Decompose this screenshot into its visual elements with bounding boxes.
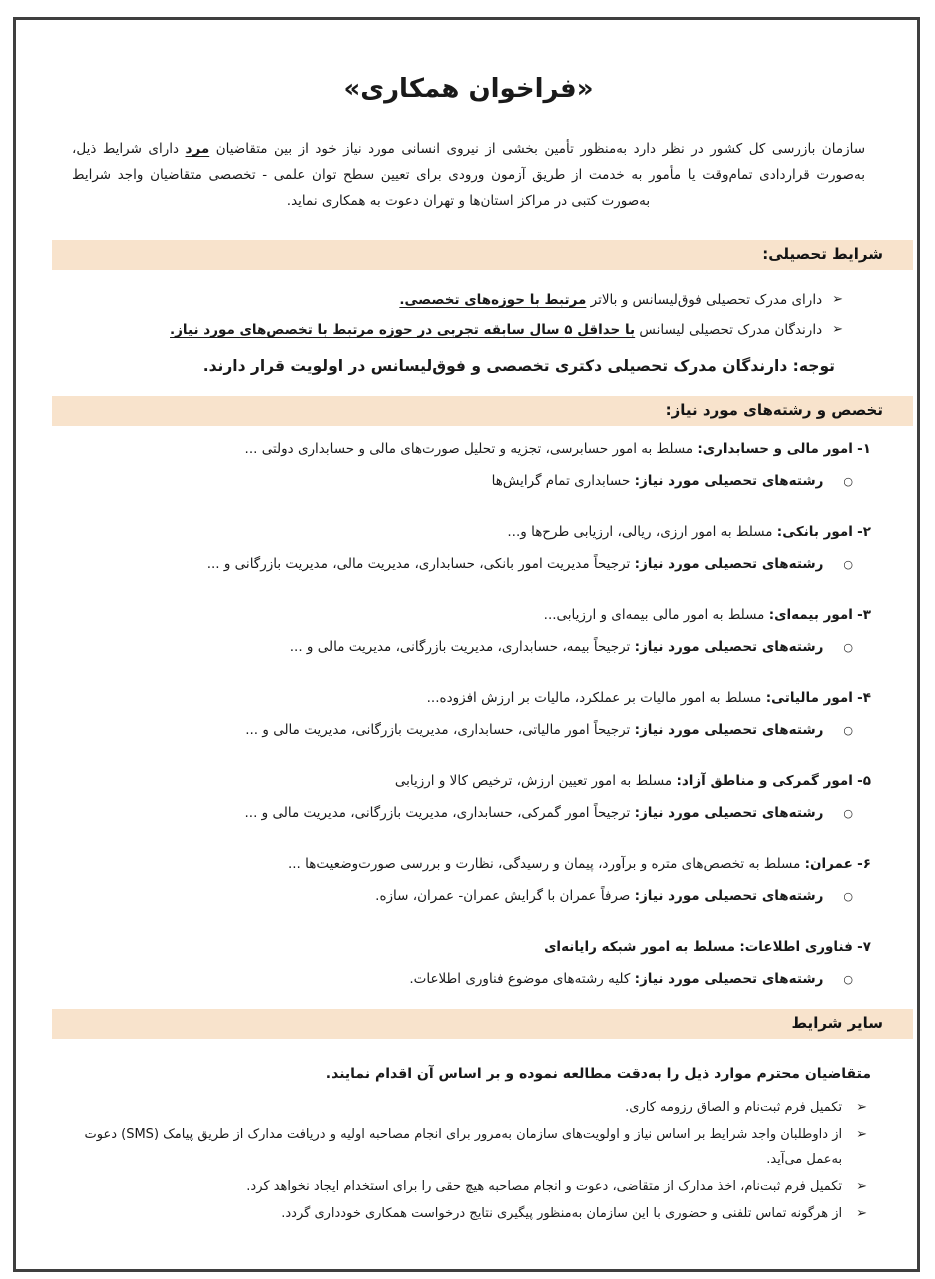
fields-value: صرفاً عمران با گرایش عمران- عمران، سازه.: [375, 888, 631, 904]
section-header-other: [52, 1009, 913, 1039]
fields-label: رشته‌های تحصیلی مورد نیاز:: [634, 805, 824, 821]
specialty-item: [66, 768, 871, 827]
other-conditions-list: [66, 1095, 871, 1226]
section-header-specialties: [52, 396, 913, 426]
item-title: امور بیمه‌ای:: [768, 607, 853, 623]
fields-label: رشته‌های تحصیلی مورد نیاز:: [634, 971, 824, 987]
document-content: [16, 74, 917, 1226]
intro-paragraph: [72, 136, 865, 214]
specialty-item: [66, 602, 871, 661]
item-description: مسلط به تخصص‌های متره و برآورد، پیمان و رسیدگی، نظارت و بررسی صورت‌وضعیت‌ها ...: [287, 856, 801, 872]
section-header-text: شرایط تحصیلی:: [762, 245, 883, 263]
section-header-text: تخصص و رشته‌های مورد نیاز:: [665, 401, 883, 419]
specialty-heading: [66, 436, 871, 463]
specialty-heading: [66, 851, 871, 878]
arrow-bullet-icon: ➢: [856, 1100, 867, 1115]
circle-bullet-icon: ○: [843, 807, 853, 820]
intro-text-end: دارای شرایط ذیل، به‌صورت قراردادی تمام‌وقت یا مأمور به خدمت از طریق آزمون ورودی برای تعیین سطح توان علمی - تخصصی متقاضیان واجد شرایط به‌صورت کتبی در مراکز استان‌ها و تهران دعوت به همکاری نماید.: [72, 141, 865, 209]
fields-text: [245, 717, 823, 744]
specialty-item: [66, 851, 871, 910]
arrow-bullet-icon: ➢: [856, 1179, 867, 1194]
fields-value: حسابداری تمام گرایش‌ها: [491, 473, 631, 489]
specialty-fields: [66, 717, 853, 744]
fields-label: رشته‌های تحصیلی مورد نیاز:: [634, 556, 824, 572]
fields-label: رشته‌های تحصیلی مورد نیاز:: [634, 722, 824, 738]
specialty-heading: [66, 768, 871, 795]
intro-emphasis: مرد: [185, 141, 210, 157]
item-title: امور بانکی:: [776, 524, 853, 540]
bullet-text-emphasized: مرتبط با حوزه‌های تخصصی.: [399, 292, 587, 308]
list-item: [66, 1095, 867, 1120]
other-conditions-intro: متقاضیان محترم موارد ذیل را به‌دقت مطالعه نموده و بر اساس آن اقدام نمایند.: [325, 1066, 871, 1082]
section-header-education: [52, 240, 913, 270]
circle-bullet-icon: ○: [843, 890, 853, 903]
item-description: مسلط به امور حسابرسی، تجزیه و تحلیل صورت‌های مالی و حسابداری دولتی ...: [244, 441, 694, 457]
arrow-bullet-icon: ➢: [856, 1206, 867, 1221]
bullet-text: [399, 285, 822, 315]
specialty-fields: [66, 551, 853, 578]
fields-label: رشته‌های تحصیلی مورد نیاز:: [634, 639, 824, 655]
bullet-text: از داوطلبان واجد شرایط بر اساس نیاز و اولویت‌های سازمان به‌مرور برای انجام مصاحبه اولیه و دریافت مدارک از طریق پیامک (SMS) دعوت به‌عمل می‌آید.: [84, 1127, 843, 1167]
fields-label: رشته‌های تحصیلی مورد نیاز:: [634, 888, 824, 904]
fields-text: [409, 966, 823, 993]
list-item: [66, 1201, 867, 1226]
specialty-fields: [66, 468, 853, 495]
fields-text: [375, 883, 823, 910]
item-description: مسلط به امور تعیین ارزش، ترخیص کالا و ارزیابی: [394, 773, 673, 789]
item-title: امور گمرکی و مناطق آزاد:: [676, 773, 853, 789]
item-description: مسلط به امور شبکه رایانه‌ای: [544, 939, 736, 955]
specialty-fields: [66, 883, 853, 910]
specialty-fields: [66, 634, 853, 661]
item-number: ۳-: [857, 607, 871, 623]
education-note: توجه: دارندگان مدرک تحصیلی دکتری تخصصی و فوق‌لیسانس در اولویت قرار دارند.: [202, 357, 835, 375]
fields-text: [245, 800, 824, 827]
item-description: مسلط به امور ارزی، ریالی، ارزیابی طرح‌ها و...: [507, 524, 773, 540]
specialty-item: [66, 519, 871, 578]
fields-value: کلیه رشته‌های موضوع فناوری اطلاعات.: [409, 971, 631, 987]
section-header-text: سایر شرایط: [791, 1014, 883, 1032]
arrow-bullet-icon: ➢: [832, 322, 843, 337]
bullet-text: تکمیل فرم ثبت‌نام، اخذ مدارک از متقاضی، دعوت و انجام مصاحبه هیچ حقی را برای استخدام ایجاد نخواهد کرد.: [246, 1179, 843, 1194]
fields-value: ترجیحاً امور مالیاتی، حسابداری، مدیریت بازرگانی، مدیریت مالی و ...: [245, 722, 631, 738]
bullet-text-normal: دارندگان مدرک تحصیلی لیسانس: [635, 322, 823, 338]
bullet-text: [170, 315, 822, 345]
circle-bullet-icon: ○: [843, 475, 853, 488]
item-title: امور مالی و حسابداری:: [697, 441, 853, 457]
list-item: [66, 1174, 867, 1199]
circle-bullet-icon: ○: [843, 641, 853, 654]
fields-value: ترجیحاً بیمه، حسابداری، مدیریت بازرگانی، مدیریت مالی و ...: [289, 639, 631, 655]
item-title: عمران:: [804, 856, 853, 872]
specialty-heading: [66, 934, 871, 961]
fields-text: [492, 468, 824, 495]
education-requirements-list: [66, 285, 871, 345]
specialty-fields: [66, 800, 853, 827]
item-number: ۱-: [857, 441, 871, 457]
intro-text-start: سازمان بازرسی کل کشور در نظر دارد به‌منظور تأمین بخشی از نیروی انسانی مورد نیاز خود از بین متقاضیان: [209, 141, 866, 157]
specialties-list: [66, 436, 871, 993]
item-title: فناوری اطلاعات:: [739, 939, 853, 955]
list-item: [66, 1122, 867, 1172]
item-description: مسلط به امور مالی بیمه‌ای و ارزیابی...: [543, 607, 765, 623]
item-title: امور مالیاتی:: [765, 690, 853, 706]
bullet-text: تکمیل فرم ثبت‌نام و الصاق رزومه کاری.: [625, 1100, 843, 1115]
item-number: ۲-: [857, 524, 871, 540]
bullet-text-emphasized: با حداقل ۵ سال سابقه تجربی در حوزه مرتبط با تخصص‌های مورد نیاز.: [170, 322, 636, 338]
item-number: ۶-: [857, 856, 871, 872]
item-number: ۷-: [857, 939, 871, 955]
circle-bullet-icon: ○: [843, 973, 853, 986]
bullet-text-normal: دارای مدرک تحصیلی فوق‌لیسانس و بالاتر: [586, 292, 823, 308]
circle-bullet-icon: ○: [843, 724, 853, 737]
fields-label: رشته‌های تحصیلی مورد نیاز:: [634, 473, 824, 489]
arrow-bullet-icon: ➢: [856, 1127, 867, 1142]
item-number: ۴-: [857, 690, 871, 706]
list-item: [66, 315, 843, 345]
arrow-bullet-icon: ➢: [832, 292, 843, 307]
fields-text: [290, 634, 824, 661]
specialty-fields: [66, 966, 853, 993]
page-title: «فراخوان همکاری»: [343, 74, 594, 104]
list-item: [66, 285, 843, 315]
item-description: مسلط به امور مالیات بر عملکرد، مالیات بر ارزش افزوده...: [426, 690, 762, 706]
specialty-item: [66, 436, 871, 495]
document-page: [13, 17, 920, 1272]
fields-value: ترجیحاً مدیریت امور بانکی، حسابداری، مدیریت مالی، مدیریت بازرگانی و ...: [206, 556, 631, 572]
specialty-item: [66, 685, 871, 744]
circle-bullet-icon: ○: [843, 558, 853, 571]
specialty-heading: [66, 519, 871, 546]
specialty-heading: [66, 685, 871, 712]
bullet-text: از هرگونه تماس تلفنی و حضوری با این سازمان به‌منظور پیگیری نتایج درخواست همکاری خودداری گردد.: [281, 1206, 843, 1221]
fields-value: ترجیحاً امور گمرکی، حسابداری، مدیریت بازرگانی، مدیریت مالی و ...: [244, 805, 631, 821]
specialty-item: [66, 934, 871, 993]
item-number: ۵-: [857, 773, 871, 789]
specialty-heading: [66, 602, 871, 629]
fields-text: [207, 551, 824, 578]
